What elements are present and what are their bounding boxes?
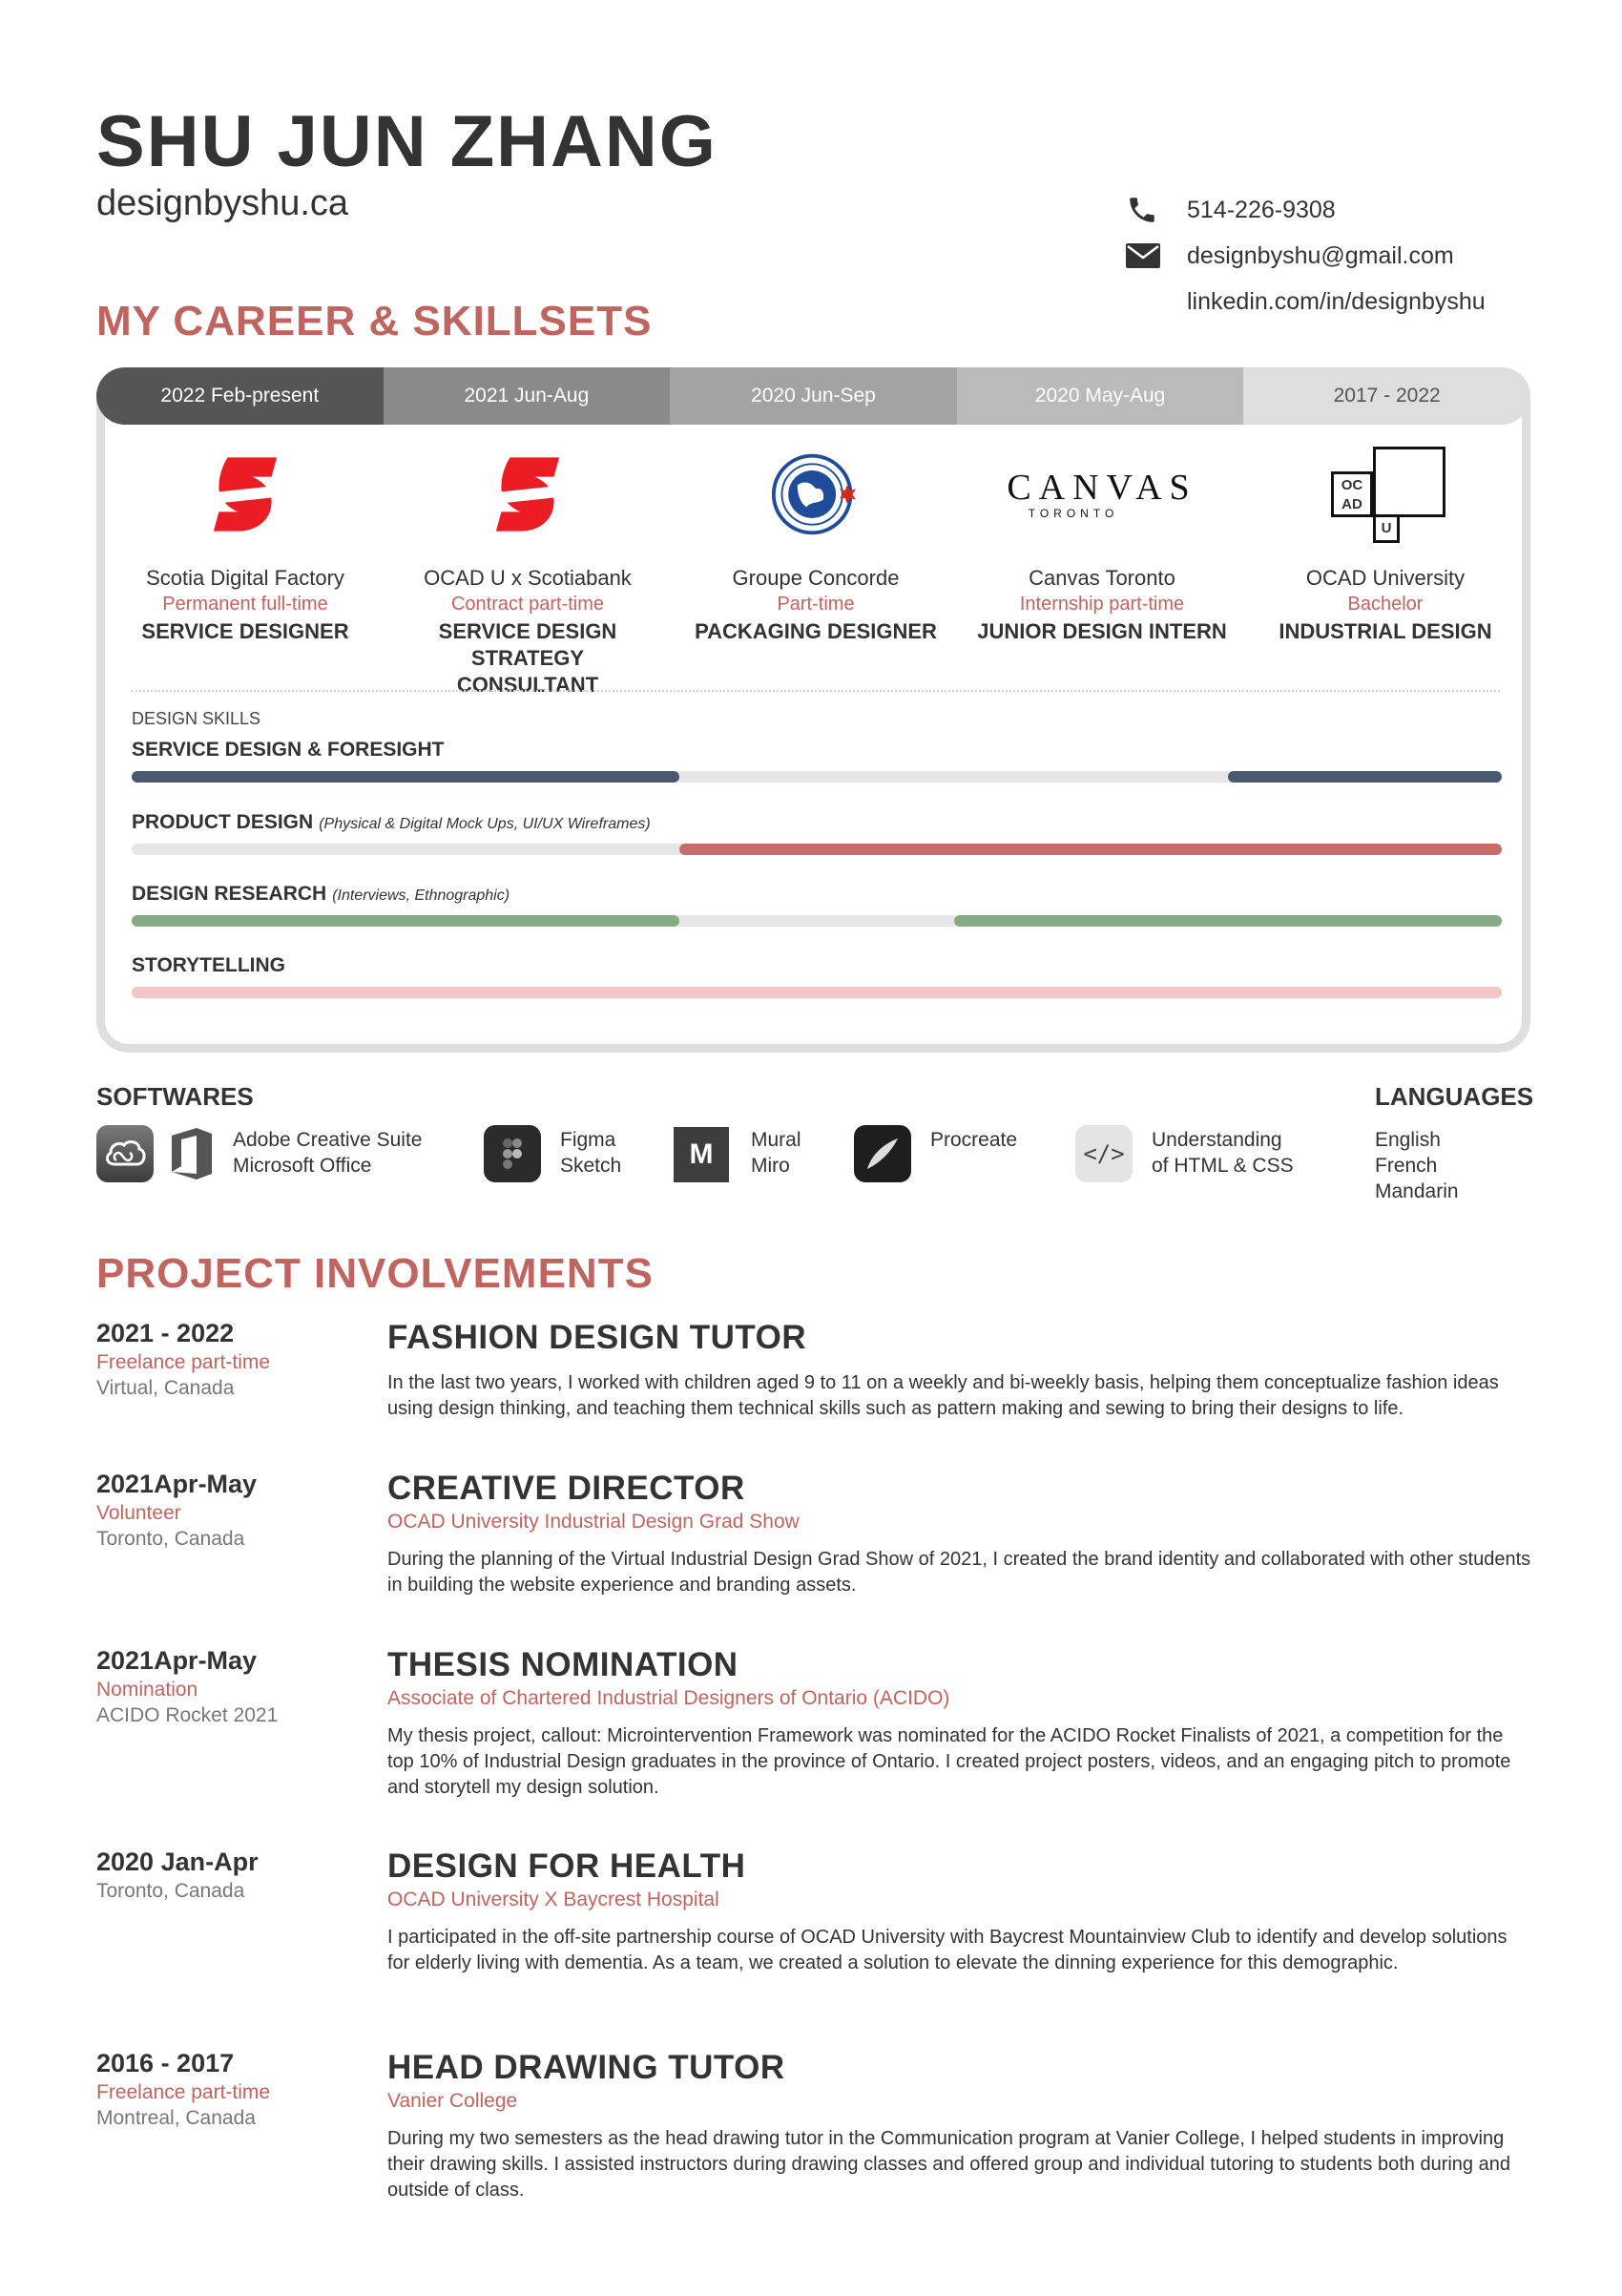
ocad-logo-text: OC	[1341, 477, 1363, 493]
project-date: 2016 - 2017	[96, 2049, 235, 2077]
skill-name: STORYTELLING	[132, 954, 286, 976]
skill-name: SERVICE DESIGN & FORESIGHT	[132, 739, 445, 761]
career-kind: Internship part-time	[1019, 594, 1185, 615]
timeline-tab: 2020 May-Aug	[957, 367, 1244, 425]
skill-track	[132, 987, 1502, 998]
career-org: Canvas Toronto	[1029, 566, 1175, 590]
career-entry	[102, 565, 388, 645]
skill-track	[132, 844, 1502, 855]
software-name: Figma	[560, 1129, 616, 1151]
canvas-logo-sub: TORONTO	[1028, 507, 1119, 520]
languages-heading: LANGUAGES	[1375, 1082, 1534, 1111]
skill-bar-segment	[132, 987, 1502, 998]
career-kind: Part-time	[777, 594, 855, 615]
canvas-logo-word: CANVAS	[1007, 468, 1197, 508]
career-section-title: MY CAREER & SKILLSETS	[96, 298, 653, 344]
career-entry	[385, 565, 671, 699]
project-date: 2021Apr-May	[96, 1646, 258, 1675]
phone-icon	[1126, 194, 1170, 226]
phone-row	[1126, 191, 1336, 229]
career-role: JUNIOR DESIGN INTERN	[977, 619, 1227, 643]
project-org: Associate of Chartered Industrial Designers of Ontario (ACIDO)	[387, 1687, 950, 1709]
software-item	[1152, 1127, 1294, 1179]
project-location: Toronto, Canada	[96, 1528, 245, 1550]
career-kind: Permanent full-time	[162, 594, 328, 615]
projects-section-title: PROJECT INVOLVEMENTS	[96, 1250, 654, 1297]
project-title: HEAD DRAWING TUTOR	[387, 2049, 785, 2086]
career-org: OCAD U x Scotiabank	[424, 566, 632, 590]
timeline-tab: 2017 - 2022	[1243, 367, 1530, 425]
career-kind: Contract part-time	[450, 594, 605, 615]
code-icon: </>	[1075, 1125, 1133, 1182]
linkedin-row	[1126, 282, 1486, 321]
career-role: INDUSTRIAL DESIGN	[1279, 619, 1492, 643]
project-title: THESIS NOMINATION	[387, 1646, 738, 1683]
timeline-tab: 2022 Feb-present	[96, 367, 384, 425]
software-item	[930, 1127, 1017, 1153]
project-type: Freelance part-time	[96, 1351, 271, 1373]
ocad-logo-text: AD	[1341, 496, 1362, 512]
concorde-globe-logo	[768, 447, 863, 542]
software-name: Adobe Creative Suite	[233, 1129, 423, 1151]
career-org: Scotia Digital Factory	[146, 566, 344, 590]
ocad-logo-text: U	[1373, 514, 1400, 543]
project-location: Toronto, Canada	[96, 1880, 245, 1902]
project-date: 2021Apr-May	[96, 1470, 258, 1498]
softwares-heading: SOFTWARES	[96, 1082, 254, 1111]
project-description: During the planning of the Virtual Industrial Design Grad Show of 2021, I created the brand identity and collaborated with other students in building the website experience and branding assets.	[387, 1549, 1531, 1596]
project-type: Nomination	[96, 1679, 198, 1701]
career-role: PACKAGING DESIGNER	[695, 619, 937, 643]
procreate-icon	[854, 1125, 911, 1182]
adobe-cc-icon	[96, 1125, 154, 1182]
project-type: Volunteer	[96, 1502, 181, 1524]
career-kind: Bachelor	[1347, 594, 1424, 615]
software-name: Miro	[751, 1155, 790, 1177]
career-divider	[131, 690, 1500, 692]
project-org: Vanier College	[387, 2090, 518, 2112]
website-link[interactable]: designbyshu.ca	[96, 183, 349, 223]
email-text[interactable]: designbyshu@gmail.com	[1187, 241, 1454, 269]
timeline-tab: 2020 Jun-Sep	[670, 367, 957, 425]
career-entry	[959, 565, 1245, 645]
career-entry	[1242, 565, 1528, 645]
project-date: 2021 - 2022	[96, 1319, 235, 1347]
project-location: Montreal, Canada	[96, 2107, 256, 2129]
skill-bar-segment	[132, 771, 679, 783]
design-skills-heading: DESIGN SKILLS	[132, 709, 261, 728]
skill-label	[132, 811, 651, 834]
project-description: In the last two years, I worked with children aged 9 to 11 on a weekly and bi-weekly basis, helping them conceptualize fashion ideas using design thinking, and teaching them technical skills such as pattern making and sewing to bring their designs to life.	[387, 1372, 1499, 1419]
scotiabank-logo	[480, 447, 575, 542]
project-location: Virtual, Canada	[96, 1377, 235, 1399]
project-title: FASHION DESIGN TUTOR	[387, 1319, 807, 1356]
career-org: OCAD University	[1305, 566, 1466, 590]
career-role: SERVICE DESIGN STRATEGY CONSULTANT	[438, 619, 617, 697]
skill-bar-segment	[1228, 771, 1502, 783]
skill-sub: (Physical & Digital Mock Ups, UI/UX Wireframes)	[319, 816, 651, 832]
project-description: During my two semesters as the head drawing tutor in the Communication program at Vanier College, I helped students in improving their drawing skills. I assisted instructors during drawing classes and offered group and individual tutoring to students both during and outside of class.	[387, 2128, 1510, 2201]
skill-bar-segment	[132, 915, 679, 927]
software-name: Procreate	[930, 1129, 1018, 1151]
timeline-tab: 2021 Jun-Aug	[384, 367, 671, 425]
language-item: Mandarin	[1375, 1180, 1459, 1202]
skill-name: PRODUCT DESIGN	[132, 811, 314, 833]
skill-name: DESIGN RESEARCH	[132, 883, 327, 905]
mail-icon	[1126, 243, 1170, 268]
skill-track	[132, 915, 1502, 927]
office-icon	[162, 1125, 219, 1182]
project-title: DESIGN FOR HEALTH	[387, 1847, 746, 1885]
software-item	[751, 1127, 801, 1179]
resume-name: SHU JUN ZHANG	[96, 101, 717, 182]
career-entry	[673, 565, 959, 645]
linkedin-text[interactable]: linkedin.com/in/designbyshu	[1187, 287, 1486, 315]
figma-icon	[484, 1125, 541, 1182]
project-location: ACIDO Rocket 2021	[96, 1704, 279, 1726]
software-name: Understanding	[1152, 1129, 1282, 1151]
language-item: French	[1375, 1155, 1438, 1177]
languages-list	[1375, 1127, 1459, 1204]
software-name: Microsoft Office	[233, 1155, 372, 1177]
skill-bar-segment	[954, 915, 1502, 927]
project-description: I participated in the off-site partnership course of OCAD University with Baycrest Mountainview Club to identify and develop solutions for elderly living with dementia. As a team, we created a solution to elevate the dinning experience for this demographic.	[387, 1927, 1508, 1973]
mural-icon: M	[674, 1127, 729, 1182]
career-timeline-tabs	[96, 367, 1530, 425]
project-date: 2020 Jan-Apr	[96, 1847, 259, 1876]
software-item	[233, 1127, 422, 1179]
skill-label	[132, 954, 291, 977]
skill-track	[132, 771, 1502, 783]
email-row	[1126, 237, 1454, 275]
skill-sub: (Interviews, Ethnographic)	[332, 887, 510, 904]
career-role: SERVICE DESIGNER	[141, 619, 349, 643]
software-name: Mural	[751, 1129, 801, 1151]
skill-bar-segment	[679, 844, 1502, 855]
phone-text: 514-226-9308	[1187, 196, 1336, 223]
project-org: OCAD University Industrial Design Grad Show	[387, 1511, 800, 1533]
software-name: Sketch	[560, 1155, 622, 1177]
skill-label	[132, 739, 450, 762]
career-org: Groupe Concorde	[732, 566, 900, 590]
skill-label	[132, 883, 509, 906]
project-org: OCAD University X Baycrest Hospital	[387, 1889, 719, 1910]
project-description: My thesis project, callout: Microintervention Framework was nominated for the ACIDO Rocket Finalists of 2021, a competition for the top 10% of Industrial Design graduates in the province of Ontario. I created project posters, videos, and an engaging pitch to promote and storytell my design solution.	[387, 1725, 1511, 1798]
software-item	[560, 1127, 621, 1179]
ocad-logo	[1331, 447, 1450, 547]
project-title: CREATIVE DIRECTOR	[387, 1470, 745, 1507]
language-item: English	[1375, 1129, 1441, 1151]
project-type: Freelance part-time	[96, 2081, 271, 2103]
scotiabank-logo	[198, 447, 293, 542]
software-name: of HTML & CSS	[1152, 1155, 1294, 1177]
canvas-logo	[997, 466, 1207, 523]
